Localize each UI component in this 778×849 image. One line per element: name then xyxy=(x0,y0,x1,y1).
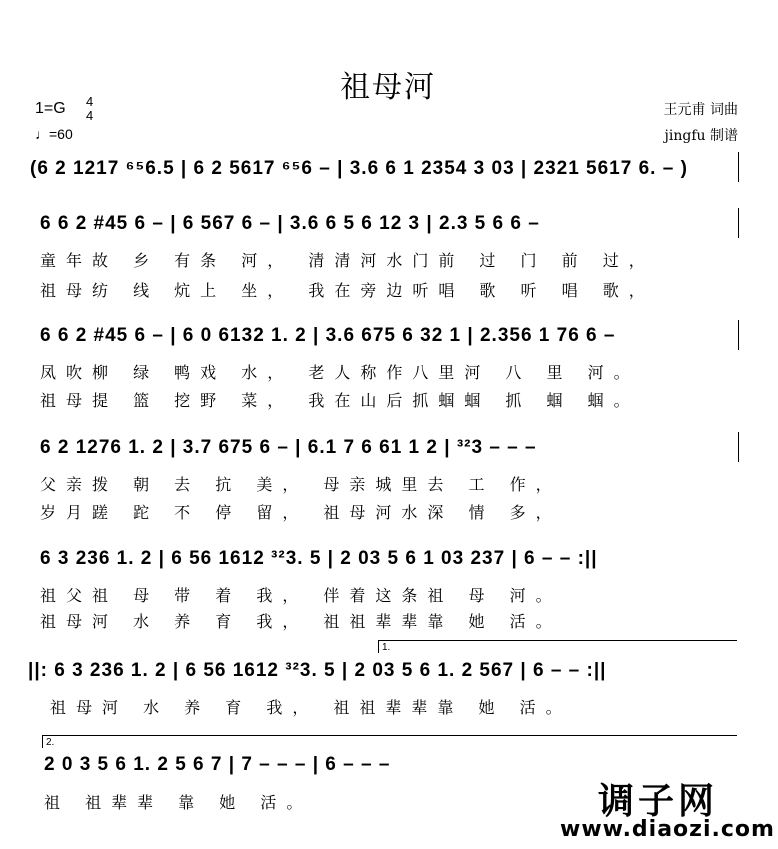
system-6-lyrics-1: 祖母河 水 养 育 我， 祖祖辈辈靠 她 活。 xyxy=(50,698,572,717)
watermark-url: www.diaozi.com xyxy=(560,817,775,842)
key-signature: 1=G xyxy=(35,100,66,117)
system-2-notes: 6 6 2 #45 6 – | 6 567 6 – | 3.6 6 5 6 12 3 | 2.3 5 6 6 – xyxy=(40,213,540,234)
volta-bracket-1 xyxy=(378,640,737,653)
system-4-lyrics-2: 岁月蹉 跎 不 停 留， 祖母河水深 情 多， xyxy=(40,503,562,522)
volta-number-1: 1. xyxy=(382,642,391,653)
barline xyxy=(738,320,739,350)
watermark-title: 调子网 xyxy=(598,781,719,822)
score-title: 祖母河 xyxy=(340,70,436,105)
credits xyxy=(664,97,738,149)
volta-bracket-2 xyxy=(42,735,737,748)
barline xyxy=(738,208,739,238)
system-5-lyrics-2: 祖母河 水 养 育 我， 祖祖辈辈靠 她 活。 xyxy=(40,612,562,631)
system-5-notes: 6 3 236 1. 2 | 6 56 1612 ³²3. 5 | 2 03 5 6 1 03 237 | 6 – – :|| xyxy=(40,548,598,569)
system-5-lyrics-1: 祖父祖 母 带 着 我， 伴着这条祖 母 河。 xyxy=(40,586,562,605)
tempo-marking: ♩=60 xyxy=(35,126,73,142)
volta-number-2: 2. xyxy=(46,737,55,748)
time-signature-top: 4 xyxy=(86,94,94,109)
system-7-notes: 2 0 3 5 6 1. 2 5 6 7 | 7 – – – | 6 – – – xyxy=(44,754,391,775)
system-4-lyrics-1: 父亲拨 朝 去 抗 美， 母亲城里去 工 作， xyxy=(40,475,562,494)
time-signature xyxy=(86,96,93,124)
system-7-lyrics-1: 祖 祖辈辈 靠 她 活。 xyxy=(44,793,313,812)
time-signature-bottom: 4 xyxy=(86,108,94,123)
system-6-notes: ||: 6 3 236 1. 2 | 6 56 1612 ³²3. 5 | 2 03 5 6 1. 2 567 | 6 – – :|| xyxy=(28,660,607,681)
lyricist-composer: 王元甫 词曲 xyxy=(663,102,738,118)
system-2-lyrics-1: 童年故 乡 有条 河， 清清河水门前 过 门 前 过， xyxy=(40,251,655,270)
system-3-notes: 6 6 2 #45 6 – | 6 0 6132 1. 2 | 3.6 675 6 32 1 | 2.356 1 76 6 – xyxy=(40,325,616,346)
system-1-notes: (6 2 1217 ⁶⁵6.5 | 6 2 5617 ⁶⁵6 – | 3.6 6 1 2354 3 03 | 2321 5617 6. – ) xyxy=(30,158,688,179)
barline xyxy=(738,432,739,462)
system-3-lyrics-2: 祖母提 篮 挖野 菜， 我在山后抓蝈蝈 抓 蝈 蝈。 xyxy=(40,391,640,410)
system-4-notes: 6 2 1276 1. 2 | 3.7 675 6 – | 6.1 7 6 61 1 2 | ³²3 – – – xyxy=(40,437,537,458)
system-2-lyrics-2: 祖母纺 线 炕上 坐， 我在旁边听唱 歌 听 唱 歌， xyxy=(40,281,655,300)
barline xyxy=(738,152,739,182)
system-3-lyrics-1: 凤吹柳 绿 鸭戏 水， 老人称作八里河 八 里 河。 xyxy=(40,363,640,382)
arranger: jingfu 制谱 xyxy=(664,128,738,144)
